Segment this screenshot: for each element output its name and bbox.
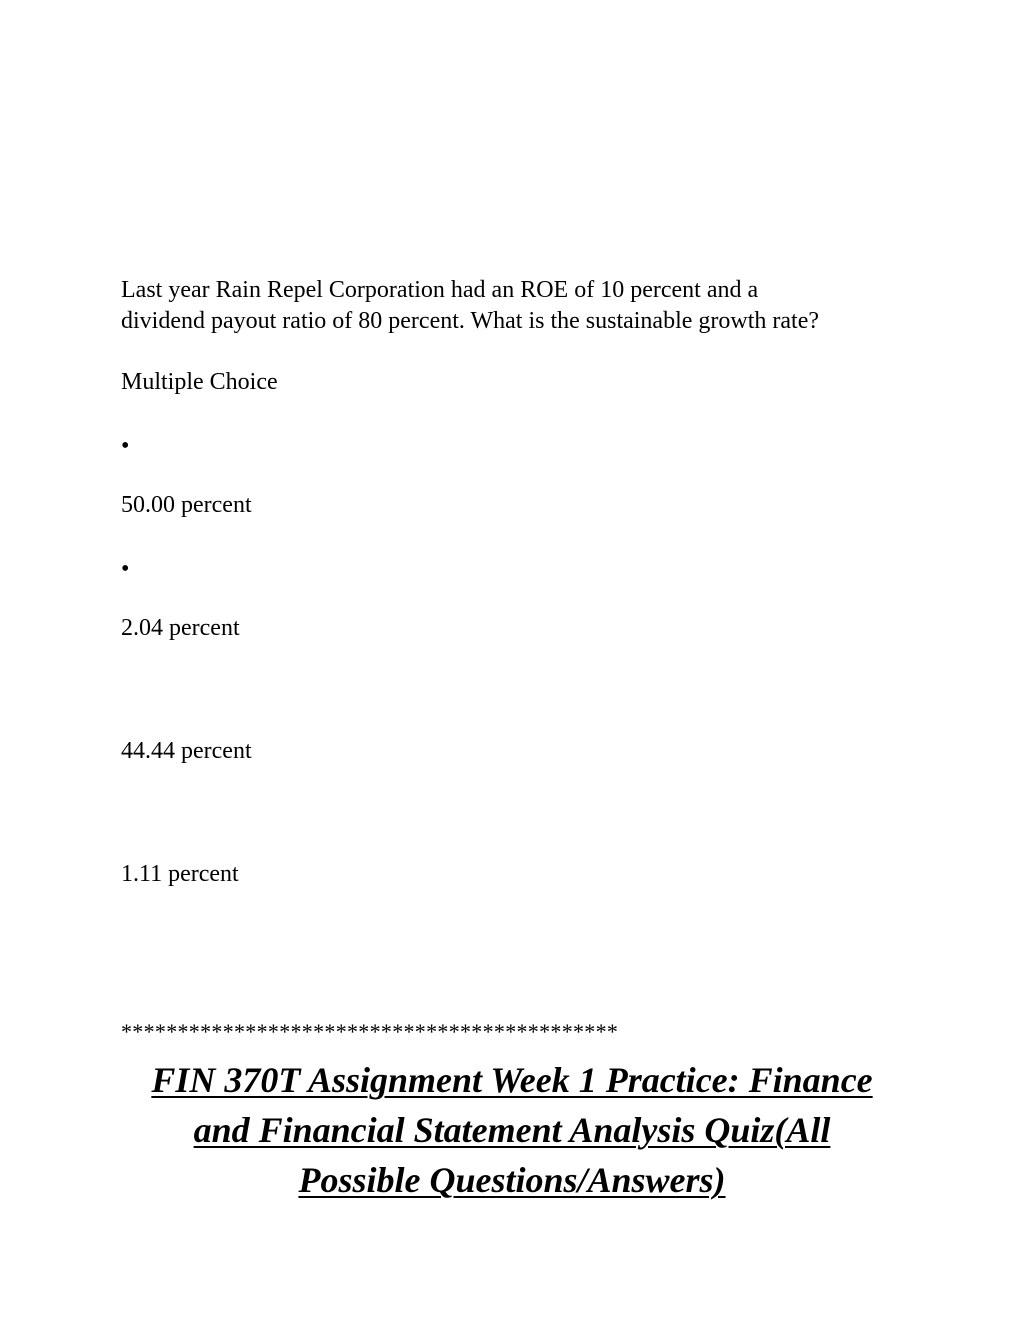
bullet-1: • [121,433,130,459]
question-line-2: dividend payout ratio of 80 percent. What is the sustainable growth rate? [121,308,820,334]
heading-line-2: and Financial Statement Analysis Quiz(All [193,1110,831,1150]
separator-stars: ******************************************** [121,1019,619,1044]
heading-line-1: FIN 370T Assignment Week 1 Practice: Finance [151,1060,873,1100]
bullet-2: • [121,556,130,582]
question-type-label: Multiple Choice [121,369,278,395]
heading-line-3: Possible Questions/Answers) [298,1160,726,1200]
option-4[interactable]: 1.11 percent [121,861,239,887]
option-2[interactable]: 2.04 percent [121,615,240,641]
question-text [121,275,921,337]
question-line-1: Last year Rain Repel Corporation had an ROE of 10 percent and a [121,277,759,303]
option-1[interactable]: 50.00 percent [121,492,252,518]
option-3[interactable]: 44.44 percent [121,738,252,764]
document-heading [100,1055,924,1205]
